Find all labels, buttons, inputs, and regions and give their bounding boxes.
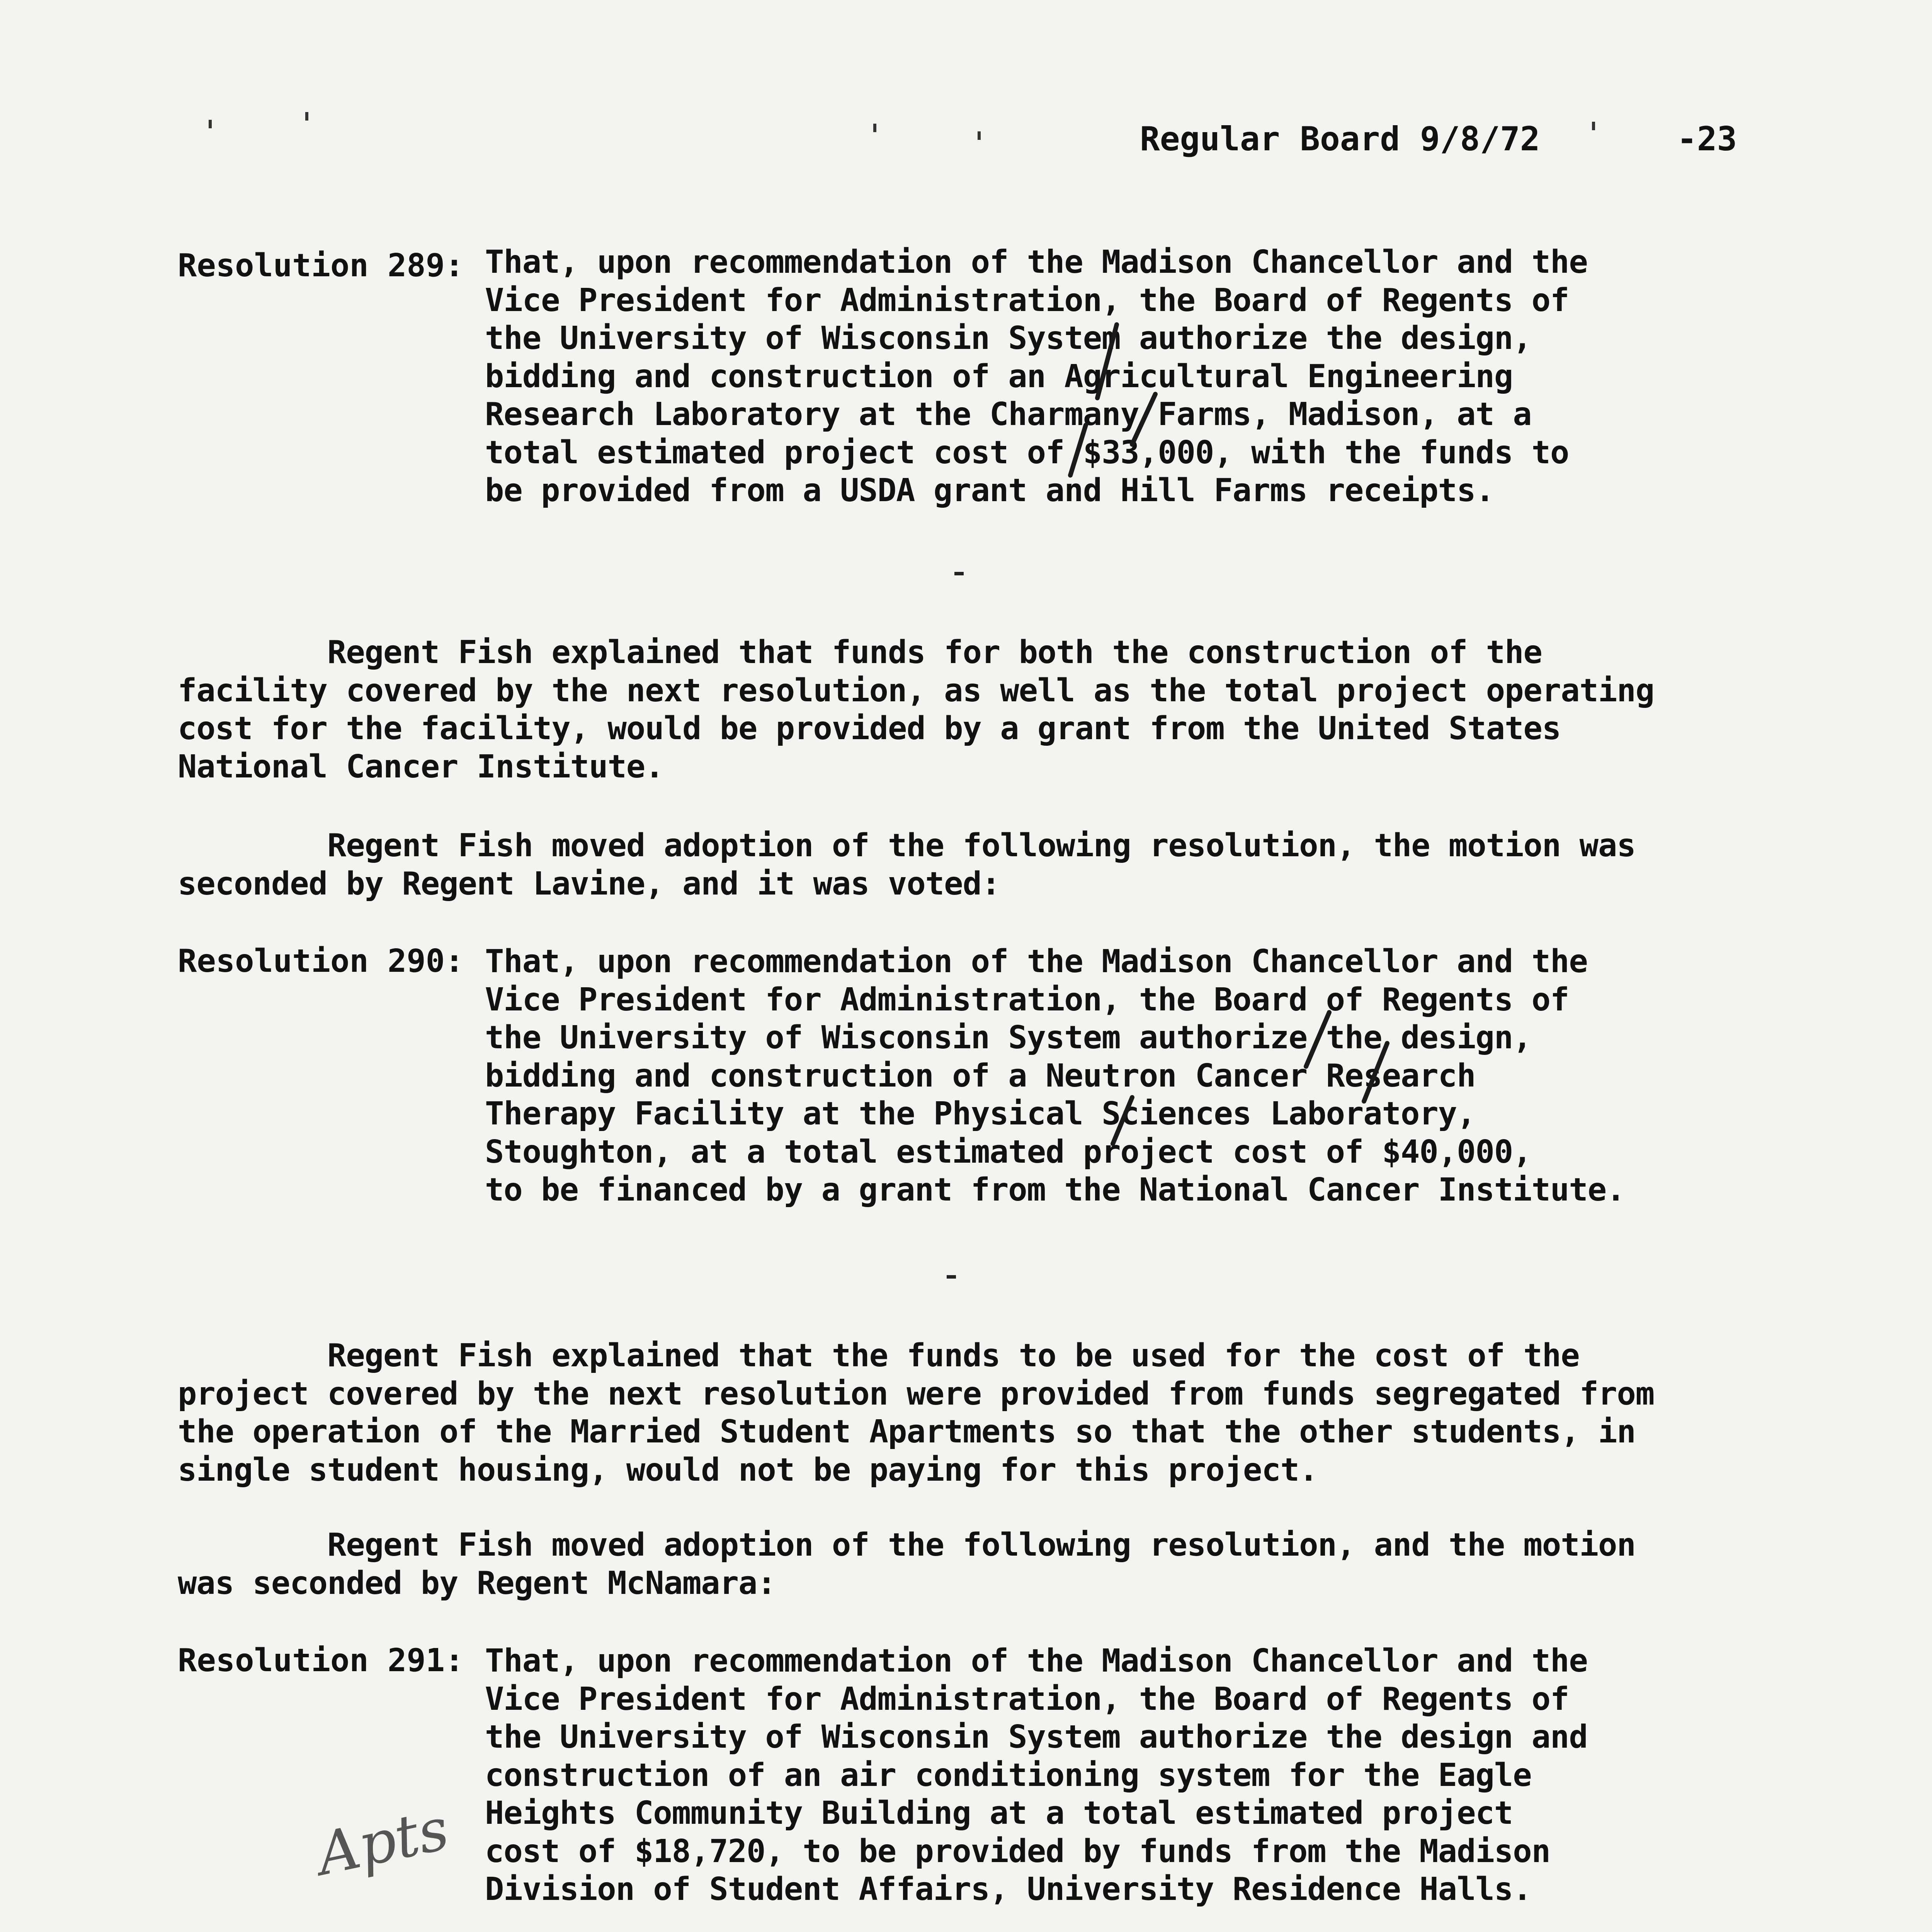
text-line: Regent Fish explained that the funds to be used for the cost of the (178, 1337, 1580, 1374)
slash-mark (1306, 1012, 1329, 1066)
text-line: Regent Fish moved adoption of the following resolution, and the motion (178, 1527, 1636, 1563)
slash-mark (1070, 425, 1086, 475)
text-line: construction of an air conditioning system for the Eagle (485, 1757, 1532, 1794)
slash-mark (1097, 325, 1117, 398)
text-line: Division of Student Affairs, University Residence Halls. (485, 1871, 1532, 1908)
text-line: Research Laboratory at the Charmany Farms, Madison, at a (485, 396, 1532, 433)
text-line: That, upon recommendation of the Madison Chancellor and the (485, 244, 1588, 281)
page-header-title: Regular Board 9/8/72 (1140, 120, 1540, 158)
text-line: was seconded by Regent McNamara: (178, 1565, 776, 1602)
text-line: Vice President for Administration, the Board of Regents of (485, 282, 1569, 319)
text-line: Vice President for Administration, the Board of Regents of (485, 1680, 1569, 1718)
text-line: single student housing, would not be paying for this project. (178, 1451, 1318, 1488)
slash-mark (1364, 1043, 1387, 1101)
text-line: to be financed by a grant from the National Cancer Institute. (485, 1172, 1625, 1208)
text-line: Vice President for Administration, the Board of Regents of (485, 981, 1569, 1018)
text-line: the University of Wisconsin System authorize the design, (485, 320, 1532, 357)
text-line: cost of $18,720, to be provided by funds from the Madison (485, 1833, 1550, 1870)
text-line: the University of Wisconsin System authorize the design and (485, 1719, 1588, 1755)
text-line: Stoughton, at a total estimated project cost of $40,000, (485, 1133, 1532, 1170)
text-line: Heights Community Building at a total estimated project (485, 1795, 1513, 1832)
text-line: Regent Fish moved adoption of the following resolution, the motion was (178, 827, 1636, 864)
slash-mark (1132, 394, 1155, 444)
text-line: bidding and construction of a Neutron Cancer Research (485, 1057, 1476, 1094)
text-line: That, upon recommendation of the Madison Chancellor and the (485, 943, 1588, 980)
text-line: Regent Fish explained that funds for both the construction of the (178, 634, 1542, 671)
text-line: seconded by Regent Lavine, and it was voted: (178, 865, 1000, 902)
page-header-number: -23 (1677, 120, 1737, 158)
text-line: be provided from a USDA grant and Hill Farms receipts. (485, 472, 1494, 509)
text-line: facility covered by the next resolution, as well as the total project operating (178, 672, 1655, 709)
text-line: That, upon recommendation of the Madison Chancellor and the (485, 1643, 1588, 1679)
text-line: National Cancer Institute. (178, 748, 664, 785)
resolution-290-label: Resolution 290: (178, 943, 464, 980)
text-line: the operation of the Married Student Apartments so that the other students, in (178, 1413, 1636, 1450)
text-line: project covered by the next resolution were provided from funds segregated from (178, 1375, 1655, 1412)
text-line: cost for the facility, would be provided by a grant from the United States (178, 710, 1561, 747)
handwritten-margin-note: Apts (311, 1795, 454, 1889)
resolution-291-label: Resolution 291: (178, 1642, 464, 1679)
text-line: Therapy Facility at the Physical Sciences Laboratory, (485, 1095, 1476, 1132)
text-line: the University of Wisconsin System authorize the design, (485, 1019, 1532, 1056)
text-line: total estimated project cost of $33,000, with the funds to (485, 434, 1569, 471)
resolution-289-label: Resolution 289: (178, 247, 464, 284)
slash-mark (1113, 1097, 1132, 1144)
text-line: bidding and construction of an Agricultural Engineering (485, 358, 1513, 395)
